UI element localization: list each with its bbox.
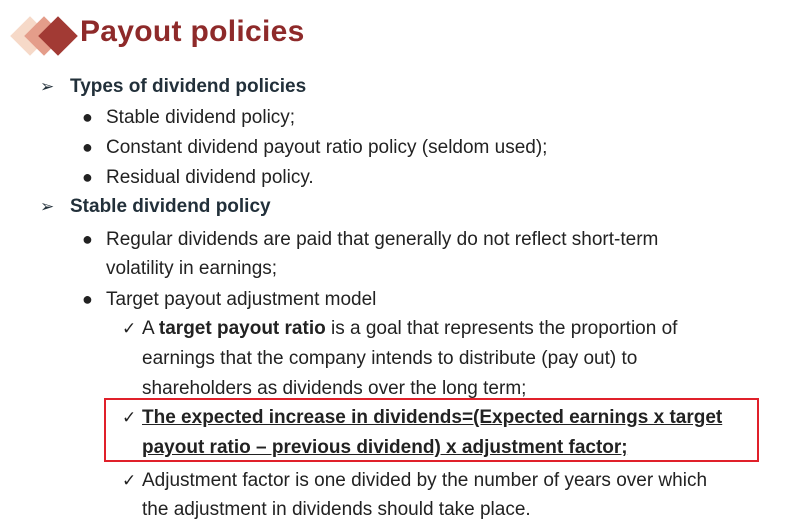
page-title: Payout policies: [80, 15, 305, 48]
dot-bullet-icon: ●: [82, 137, 93, 157]
list-item-text: Target payout adjustment model: [106, 289, 377, 310]
section-heading-label: Stable dividend policy: [70, 196, 271, 217]
list-item-text: Constant dividend payout ratio policy (seldom used);: [106, 137, 548, 158]
sub-list-item: [122, 314, 677, 344]
sub-list-item-formula: [122, 403, 722, 433]
list-item-continuation: volatility in earnings;: [106, 258, 278, 279]
sub-item-continuation: earnings that the company intends to distribute (pay out) to: [142, 348, 638, 369]
slide-header: [0, 0, 785, 70]
list-item-text: Regular dividends are paid that generally do not reflect short-term: [106, 229, 659, 250]
dot-bullet-icon: ●: [82, 107, 93, 127]
list-item: [82, 162, 314, 193]
dot-bullet-icon: ●: [82, 229, 93, 249]
sub-item-text: Adjustment factor is one divided by the number of years over which: [142, 470, 708, 491]
sub-item-bold-term: target payout ratio: [158, 318, 326, 339]
sub-item-continuation: the adjustment in dividends should take place.: [142, 499, 531, 520]
sub-item-prefix: A: [142, 318, 159, 339]
stacked-diamonds-icon: [8, 12, 78, 62]
list-item: [82, 284, 376, 315]
formula-continuation: payout ratio – previous dividend) x adjustment factor;: [142, 437, 628, 458]
sub-item-continuation: shareholders as dividends over the long term;: [142, 378, 527, 399]
dot-bullet-icon: ●: [82, 167, 93, 187]
section-heading-types: [40, 72, 306, 102]
checkmark-icon: ✓: [122, 319, 137, 338]
list-item: [82, 132, 547, 163]
arrow-bullet-icon: ➢: [40, 197, 55, 216]
checkmark-icon: ✓: [122, 408, 137, 427]
formula-text: The expected increase in dividends=(Expected earnings x target: [142, 407, 723, 428]
dot-bullet-icon: ●: [82, 289, 93, 309]
list-item: [82, 102, 295, 133]
checkmark-icon: ✓: [122, 471, 137, 490]
sub-item-suffix: is a goal that represents the proportion of: [325, 318, 678, 339]
list-item-text: Stable dividend policy;: [106, 107, 296, 128]
list-item: [82, 224, 658, 255]
list-item-text: Residual dividend policy.: [106, 167, 314, 188]
section-heading-label: Types of dividend policies: [70, 76, 307, 97]
arrow-bullet-icon: ➢: [40, 77, 55, 96]
section-heading-stable: [40, 192, 271, 222]
sub-list-item: [122, 466, 707, 496]
